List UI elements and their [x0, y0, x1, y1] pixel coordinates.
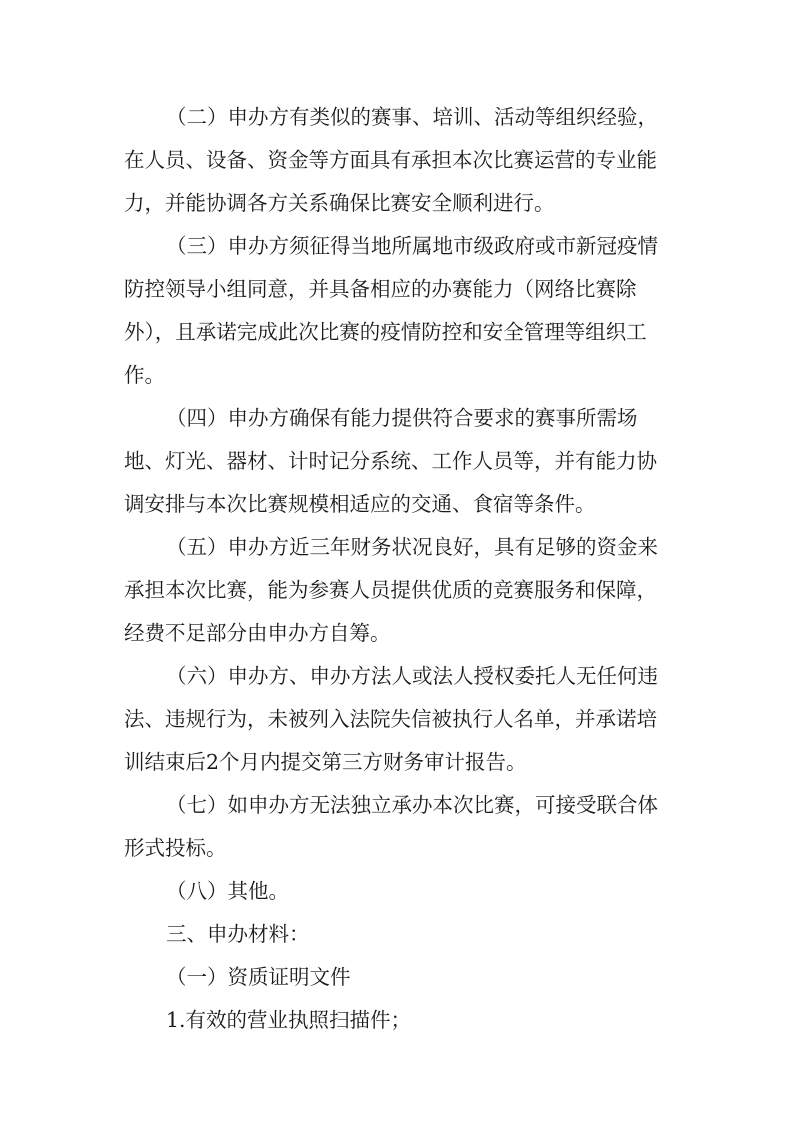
paragraph-2-line-4: 作。 [124, 363, 165, 387]
paragraph-3-line-1: （四）申办方确保有能力提供符合要求的赛事所需场 [166, 406, 638, 430]
paragraph-7-line-1: （八）其他。 [166, 879, 289, 903]
paragraph-4-line-3: 经费不足部分由申办方自筹。 [124, 621, 391, 645]
paragraph-1-line-1: （二）申办方有类似的赛事、培训、活动等组织经验， [166, 105, 658, 129]
paragraph-1-line-3: 力，并能协调各方关系确保比赛安全顺利进行。 [124, 191, 555, 215]
paragraph-6-line-2: 形式投标。 [124, 836, 227, 860]
subsection-heading: （一）资质证明文件 [166, 965, 351, 989]
section-heading: 三、申办材料： [166, 922, 310, 946]
paragraph-2-line-2: 防控领导小组同意，并具备相应的办赛能力（网络比赛除 [124, 277, 637, 301]
paragraph-2-line-1: （三）申办方须征得当地所属地市级政府或市新冠疫情 [166, 234, 658, 258]
paragraph-6-line-1: （七）如申办方无法独立承办本次比赛，可接受联合体 [166, 793, 658, 817]
paragraph-5-line-1: （六）申办方、申办方法人或法人授权委托人无任何违 [166, 664, 658, 688]
paragraph-2-line-3: 外），且承诺完成此次比赛的疫情防控和安全管理等组织工 [124, 320, 647, 344]
paragraph-1-line-2: 在人员、设备、资金等方面具有承担本次比赛运营的专业能 [124, 148, 657, 172]
paragraph-3-line-2: 地、灯光、器材、计时记分系统、工作人员等，并有能力协 [124, 449, 657, 473]
paragraph-5-line-3: 训结束后2个月内提交第三方财务审计报告。 [124, 750, 527, 774]
list-item-1: 1.有效的营业执照扫描件； [166, 1008, 412, 1032]
paragraph-5-line-2: 法、违规行为，未被列入法院失信被执行人名单，并承诺培 [124, 707, 657, 731]
paragraph-3-line-3: 调安排与本次比赛规模相适应的交通、食宿等条件。 [124, 492, 596, 516]
paragraph-4-line-2: 承担本次比赛，能为参赛人员提供优质的竞赛服务和保障， [124, 578, 657, 602]
paragraph-4-line-1: （五）申办方近三年财务状况良好，具有足够的资金来 [166, 535, 658, 559]
